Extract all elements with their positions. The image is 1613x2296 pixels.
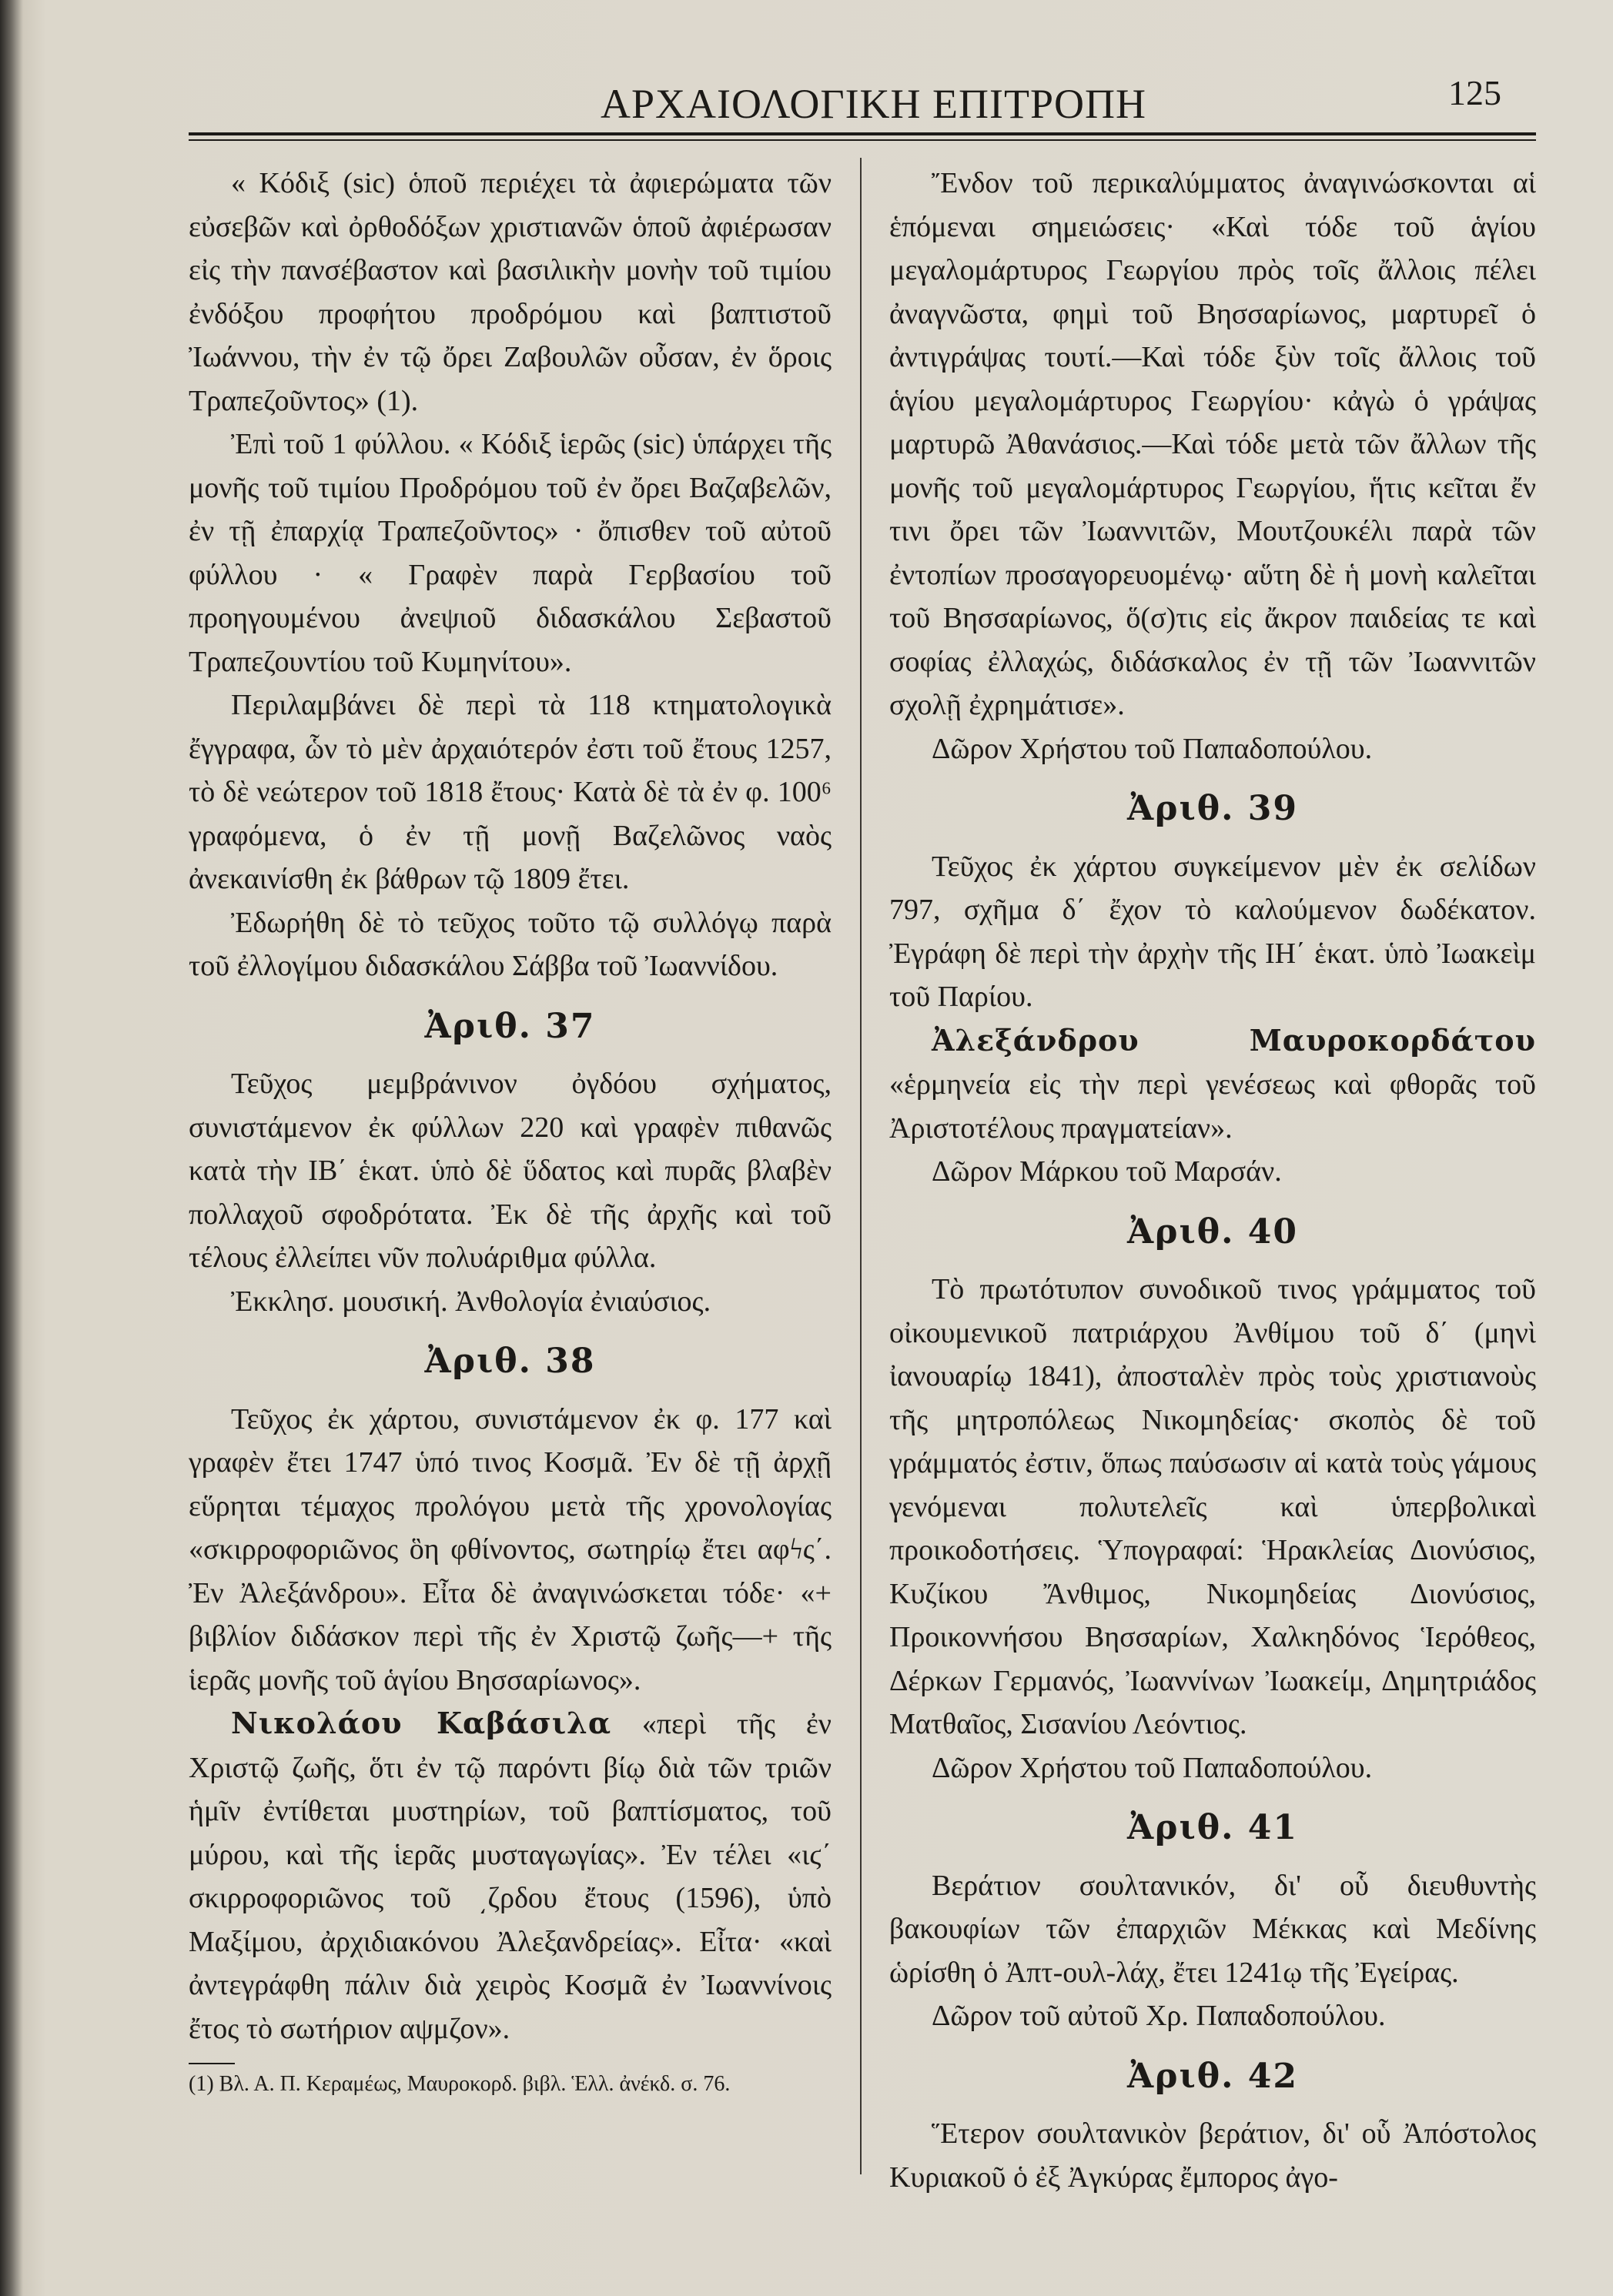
entry-heading-41: Ἀριθ. 41 <box>1127 1808 1298 1847</box>
paragraph: Τὸ πρωτότυπον συνοδικοῦ τινος γράμματος τοῦ οἰκουμενικοῦ πατριάρχου Ἀνθίμου τοῦ δ΄ (μηνὶ ἰανουαρίῳ 1841), ἀποσταλὲν πρὸς τοὺς χριστιανοὺς τῆς μητροπόλεως Νικομηδείας· σκοπὸς δὲ τοῦ γράμματός ἐστιν, ὅπως παύσωσιν αἱ κατὰ τοὺς γάμους γενόμεναι πολυτελεῖς καὶ ὑπερβολικαὶ προικοδοτήσεις. Ὑπογραφαί: Ἡρακλείας Διονύσιος, Κυζίκου Ἄνθιμος, Νικομηδείας Διονύσιος, Προικοννήσου Βησσαρίων, Χαλκηδόνος Ἱερόθεος, Δέρκων Γερμανός, Ἰωαννίνων Ἰωακείμ, Δημητριάδος Ματθαῖος, Σισανίου Λεόντιος. <box>889 1273 1536 1740</box>
paragraph: Περιλαμβάνει δὲ περὶ τὰ 118 κτηματολογικὰ ἔγγραφα, ὧν τὸ μὲν ἀρχαιότερόν ἐστι τοῦ ἔτους 1257, τὸ δὲ νεώτερον τοῦ 1818 ἔτους· Κατὰ δὲ τὰ ἐν φ. 100⁶ γραφόμενα, ὁ ἐν τῇ μονῇ Βαζελῶνος ναὸς ἀνεκαινίσθη ἐκ βάθρων τῷ 1809 ἔτει. <box>189 689 832 895</box>
footnote-rule <box>189 2063 235 2064</box>
left-column <box>189 162 832 2100</box>
entry-heading-42: Ἀριθ. 42 <box>1127 2056 1298 2096</box>
donation-note: Δῶρον Μάρκου τοῦ Μαρσάν. <box>932 1155 1282 1188</box>
paragraph <box>189 1702 832 2050</box>
paragraph: Ἐπὶ τοῦ 1 φύλλου. « Κόδιξ ἱερῶς (sic) ὑπάρχει τῆς μονῆς τοῦ τιμίου Προδρόμου τοῦ ἐν ὄρει Βαζαβελῶν, ἐν τῇ ἐπαρχίᾳ Τραπεζοῦντος» · ὄπισθεν τοῦ αὐτοῦ φύλλου · « Γραφὲν παρὰ Γερβασίου τοῦ προηγουμένου ἀνεψιοῦ διδασκάλου Σεβαστοῦ Τραπεζουντίου τοῦ Κυμηνίτου». <box>189 428 832 678</box>
paragraph: Ἔνδον τοῦ περικαλύμματος ἀναγινώσκονται αἱ ἑπόμεναι σημειώσεις· «Καὶ τόδε τοῦ ἁγίου μεγαλομάρτυρος Γεωργίου πρὸς τοῖς ἄλλοις πέλει ἀναγνῶστα, φημὶ τοῦ Βησσαρίωνος, μαρτυρεῖ ὁ ἀντιγράψας τουτί.—Καὶ τόδε ξὺν τοῖς ἄλλοις τοῦ ἁγίου μεγαλομάρτυρος Γεωργίου· κἀγὼ ὁ γράψας μαρτυρῶ Ἀθανάσιος.—Καὶ τόδε μετὰ τῶν ἄλλων τῆς μονῆς τοῦ μεγαλομάρτυρος Γεωργίου, ἥτις κεῖται ἔν τινι ὄρει τῶν Ἰωαννιτῶν, Μουτζουκέλι παρὰ τῶν ἐντοπίων προσαγορευομένῳ· αὕτη δὲ ἡ μονὴ καλεῖται τοῦ Βησσαρίωνος, ὅ(σ)τις εἰς ἄκρον παιδείας τε καὶ σοφίας ἐλλαχώς, διδάσκαλος ἐν τῇ τῶν Ἰωαννιτῶν σχολῇ ἐχρημάτισε». <box>889 167 1536 721</box>
paragraph: Τεῦχος ἐκ χάρτου, συνιστάμενον ἐκ φ. 177 καὶ γραφὲν ἔτει 1747 ὑπό τινος Κοσμᾶ. Ἐν δὲ τῇ ἀρχῇ εὕρηται τέμαχος προλόγου μετὰ τῆς χρονολογίας «σκιρροφοριῶνος ὃη φθίνοντος, σωτηρίῳ ἔτει αφϟς΄. Ἐν Ἀλεξάνδρου». Εἶτα δὲ ἀναγινώσκεται τόδε· «+ βιβλίον διδάσκον περὶ τῆς ἐν Χριστῷ ζωῆς—+ τῆς ἱερᾶς μονῆς τοῦ ἁγίου Βησσαρίωνος». <box>189 1402 832 1696</box>
running-title: ΑΡΧΑΙΟΛΟΓΙΚΗ ΕΠΙΤΡΟΠΗ <box>601 81 1147 127</box>
paragraph-text: «περὶ τῆς ἐν Χριστῷ ζωῆς, ὅτι ἐν τῷ παρόντι βίῳ διὰ τῶν τριῶν ἡμῖν ἐντίθεται μυστηρίων, τοῦ βαπτίσματος, τοῦ μύρου, καὶ τῆς ἱερᾶς μυσταγωγίας». Ἐν τέλει «ιϛ΄ σκιρροφοριῶνος τοῦ ͵ζρδου ἔτους (1596), ὑπὸ Μαξίμου, ἀρχιδιακόνου Ἀλεξανδρείας». Εἶτα· «καὶ ἀντεγράφθη πάλιν διὰ χειρὸς Κοσμᾶ ἐν Ἰωαννίνοις ἔτος τὸ σωτήριον αψμζον». <box>189 1708 832 2045</box>
paragraph: Ἐκκλησ. μουσική. Ἀνθολογία ἐνιαύσιος. <box>231 1285 711 1318</box>
right-column <box>889 162 1536 2199</box>
footnote: (1) Βλ. Α. Π. Κεραμέως, Μαυροκορδ. βιβλ. Ἑλλ. ἀνέκδ. σ. 76. <box>189 2072 731 2096</box>
entry-heading-39: Ἀριθ. 39 <box>1127 789 1298 828</box>
entry-heading-38: Ἀριθ. 38 <box>424 1342 596 1381</box>
paragraph: Ἕτερον σουλτανικὸν βεράτιον, δι' οὗ Ἀπόστολος Κυριακοῦ ὁ ἐξ Ἀγκύρας ἔμπορος ἀγο- <box>889 2117 1536 2194</box>
donation-note: Δῶρον Χρήστου τοῦ Παπαδοπούλου. <box>932 732 1373 765</box>
entry-heading-37: Ἀριθ. 37 <box>424 1006 596 1046</box>
paragraph: Βεράτιον σουλτανικόν, δι' οὗ διευθυντὴς βακουφίων τῶν ἐπαρχιῶν Μέκκας καὶ Μεδίνης ὡρίσθη ὁ Ἀπτ-ουλ-λάχ, ἔτει 1241ῳ τῆς Ἐγείρας. <box>889 1869 1536 1989</box>
paragraph: « Κόδιξ (sic) ὁποῦ περιέχει τὰ ἀφιερώματα τῶν εὐσεβῶν καὶ ὀρθοδόξων χριστιανῶν ὁποῦ ἀφιέρωσαν εἰς τὴν πανσέβαστον καὶ βασιλικὴν μονὴν τοῦ τιμίου ἐνδόξου προφήτου προδρόμου καὶ βαπτιστοῦ Ἰωάννου, τὴν ἐν τῷ ὄρει Ζαβουλῶν οὖσαν, ἐν ὅροις Τραπεζοῦντος» (1). <box>189 167 832 417</box>
page-number: 125 <box>1448 73 1501 112</box>
paragraph: Τεῦχος ἐκ χάρτου συγκείμενον μὲν ἐκ σελίδων 797, σχῆμα δ΄ ἔχον τὸ καλούμενον δωδέκατον. Ἐγράφη δὲ περὶ τὴν ἀρχὴν τῆς ΙΗ΄ ἑκατ. ὑπὸ Ἰωακεὶμ τοῦ Παρίου. <box>889 850 1536 1013</box>
header-rule-thin <box>189 139 1536 141</box>
paragraph: Ἐδωρήθη δὲ τὸ τεῦχος τοῦτο τῷ συλλόγῳ παρὰ τοῦ ἐλλογίμου διδασκάλου Σάββα τοῦ Ἰωαννίδου. <box>189 906 832 982</box>
paragraph-text: «ἑρμηνεία εἰς τὴν περὶ γενέσεως καὶ φθορᾶς τοῦ Ἀριστοτέλους πραγματείαν». <box>889 1068 1536 1145</box>
author-name: Νικολάου Καβάσιλα <box>231 1706 612 1740</box>
author-name: Ἀλεξάνδρου Μαυροκορδάτου <box>932 1022 1536 1058</box>
donation-note: Δῶρον τοῦ αὐτοῦ Χρ. Παπαδοπούλου. <box>932 2000 1386 2032</box>
page-header <box>185 63 1536 132</box>
donation-note: Δῶρον Χρήστου τοῦ Παπαδοπούλου. <box>932 1751 1373 1784</box>
header-rule-thick <box>189 132 1536 135</box>
paragraph: Τεῦχος μεμβράνινον ὀγδόου σχήματος, συνιστάμενον ἐκ φύλλων 220 καὶ γραφὲν πιθανῶς κατὰ τὴν ΙΒ΄ ἑκατ. ὑπὸ δὲ ὕδατος καὶ πυρᾶς βλαβὲν πολλαχοῦ σφοδρότατα. Ἐκ δὲ τῆς ἀρχῆς καὶ τοῦ τέλους ἐλλείπει νῦν πολυάριθμα φύλλα. <box>189 1068 832 1274</box>
entry-heading-40: Ἀριθ. 40 <box>1127 1211 1298 1252</box>
paragraph <box>889 1019 1536 1151</box>
column-divider <box>860 158 862 2174</box>
